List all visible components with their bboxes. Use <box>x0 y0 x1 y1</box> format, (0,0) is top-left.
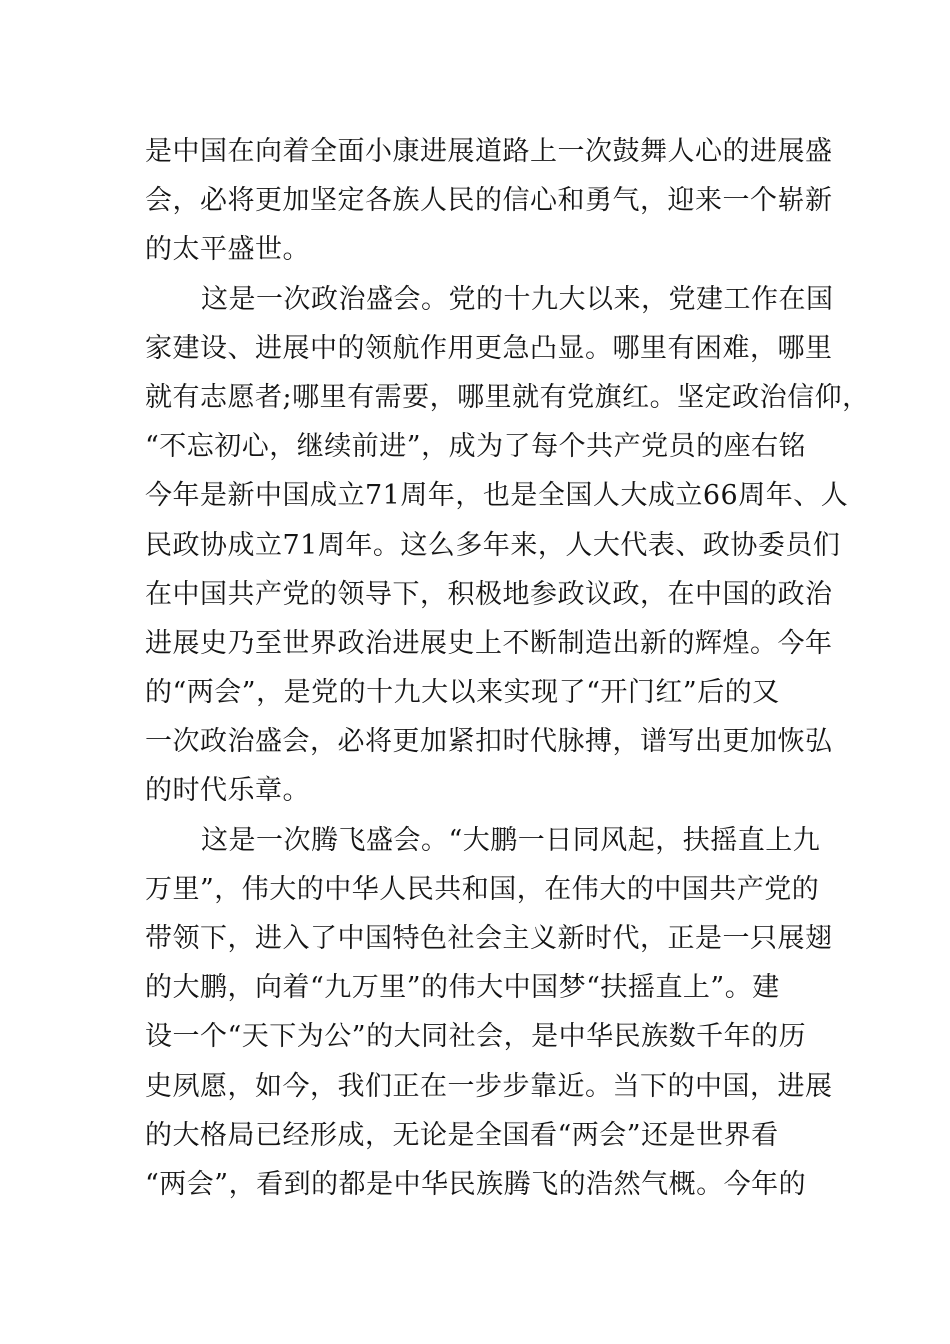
document-body <box>145 127 870 1209</box>
text-line: 设一个“天下为公”的大同社会，是中华民族数千年的历 <box>145 1021 807 1053</box>
text-line: 史夙愿，如今，我们正在一步步靠近。当下的中国，进展 <box>145 1070 833 1102</box>
text-line: 的太平盛世。 <box>145 234 310 266</box>
text-line: 是中国在向着全面小康进展道路上一次鼓舞人心的进展盛 <box>145 136 833 167</box>
text-line: “两会”，看到的都是中华民族腾飞的浩然气概。今年的 <box>145 1168 807 1200</box>
paragraph <box>145 816 833 1210</box>
text-line: 的“两会”，是党的十九大以来实现了“开门红”后的又 <box>145 677 780 709</box>
text-line: 就有志愿者;哪里有需要，哪里就有党旗红。坚定政治信仰， <box>145 381 870 413</box>
text-line: 今年是新中国成立71周年，也是全国人大成立66周年、人 <box>145 480 849 512</box>
text-line: 会，必将更加坚定各族人民的信心和勇气，迎来一个崭新 <box>145 185 833 217</box>
text-line: 民政协成立71周年。这么多年来，人大代表、政协委员们 <box>145 529 841 561</box>
paragraph <box>145 127 833 275</box>
text-line: 的大鹏，向着“九万里”的伟大中国梦“扶摇直上”。建 <box>145 972 780 1004</box>
text-line: 带领下，进入了中国特色社会主义新时代，正是一只展翅 <box>145 923 833 954</box>
text-line: 家建设、进展中的领航作用更急凸显。哪里有困难，哪里 <box>145 332 833 364</box>
text-line: “不忘初心，继续前进”，成为了每个共产党员的座右铭 <box>145 431 807 463</box>
text-line: 在中国共产党的领导下，积极地参政议政，在中国的政治 <box>145 578 833 610</box>
text-line: 一次政治盛会，必将更加紧扣时代脉搏，谱写出更加恢弘 <box>145 726 833 758</box>
text-line: 的大格局已经形成，无论是全国看“两会”还是世界看 <box>145 1119 779 1151</box>
text-line: 万里”，伟大的中华人民共和国，在伟大的中国共产党的 <box>145 873 820 905</box>
text-line: 这是一次腾飞盛会。“大鹏一日同风起，扶摇直上九 <box>201 824 821 856</box>
text-line: 这是一次政治盛会。党的十九大以来，党建工作在国 <box>201 283 834 315</box>
paragraph <box>145 275 870 816</box>
text-line: 进展史乃至世界政治进展史上不断制造出新的辉煌。今年 <box>145 627 833 659</box>
text-line: 的时代乐章。 <box>145 775 310 807</box>
